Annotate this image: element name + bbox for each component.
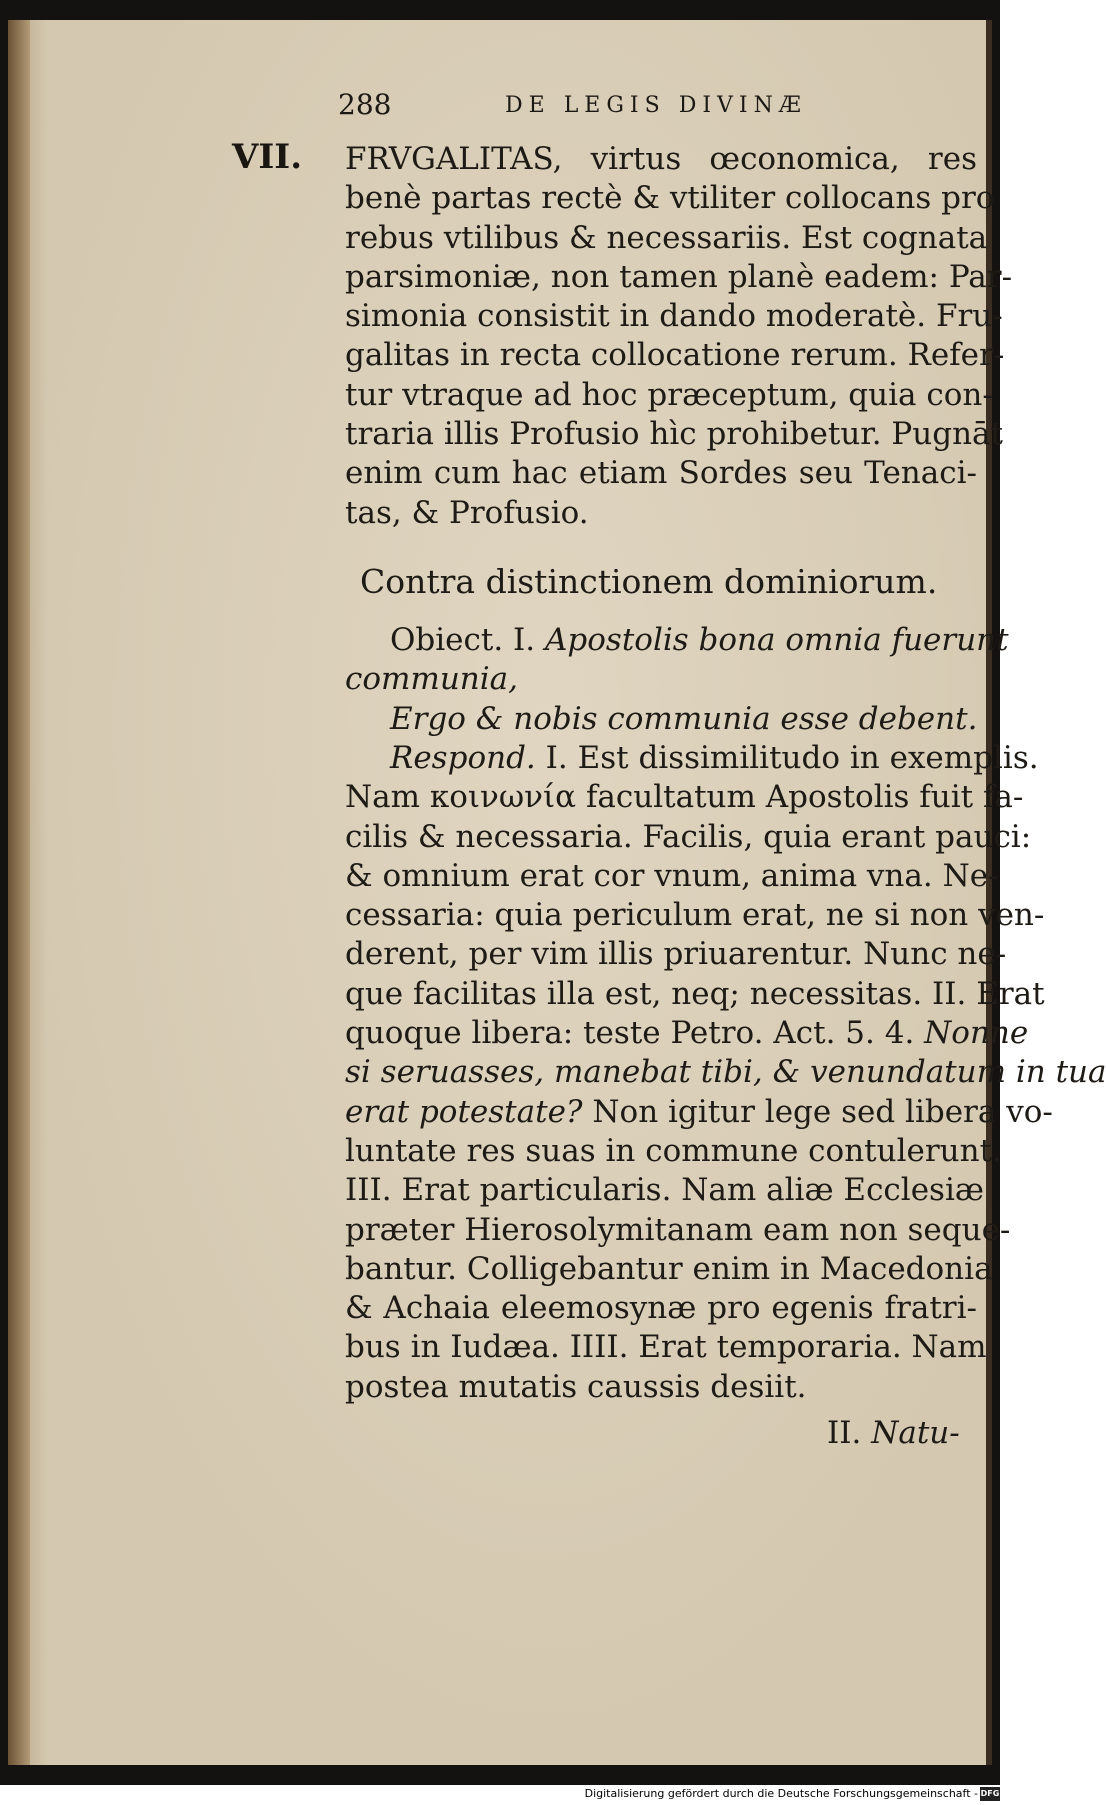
text-line: traria illis Profusio hìc prohibetur. Pugnāt	[345, 416, 1003, 453]
response-line: præter Hierosolymitanam eam non seque-	[345, 1211, 1011, 1248]
response-line: & Achaia eleemosynæ pro egenis fratri-	[345, 1290, 977, 1327]
response-line	[345, 1093, 1053, 1132]
catchword-roman: II.	[827, 1415, 862, 1451]
response-text: quoque libera: teste Petro. Act. 5. 4.	[345, 1015, 915, 1052]
response-line: derent, per vim illis priuarentur. Nunc ne-	[345, 936, 1007, 973]
section-heading: Contra distinctionem dominiorum.	[360, 562, 938, 601]
text-line: rebus vtilibus & necessariis. Est cognata	[345, 219, 988, 256]
catchword-italic: Natu-	[871, 1415, 960, 1451]
running-title: DE LEGIS DIVINÆ	[505, 93, 807, 118]
response-line: cessaria: quia periculum erat, ne si non ven-	[345, 897, 1045, 934]
response-line: bantur. Colligebantur enim in Macedonia	[345, 1250, 993, 1287]
quote-end: erat potestate?	[345, 1093, 583, 1130]
objection-text: Apostolis bona omnia fuerunt	[545, 622, 1009, 658]
text-line: enim cum hac etiam Sordes seu Tenaci-	[345, 455, 977, 492]
paragraph-frugalitas	[345, 140, 1013, 533]
page-gutter	[8, 20, 30, 1765]
objection-block	[345, 621, 1009, 739]
text-line: FRVGALITAS, virtus œconomica, res	[345, 141, 977, 177]
response-line: luntate res suas in commune contulerunt.	[345, 1132, 1002, 1169]
text-line: simonia consistit in dando moderatè. Fru-	[345, 298, 1003, 335]
digitization-footer	[0, 1785, 1000, 1805]
catchword	[827, 1415, 960, 1451]
response-line	[345, 739, 1039, 778]
response-line: cilis & necessaria. Facilis, quia erant pauci:	[345, 818, 1032, 855]
objection-label: Obiect. I.	[390, 622, 536, 658]
response-line: Nam κοινωνία facultatum Apostolis fuit fa-	[345, 779, 1024, 816]
response-line: bus in Iudæa. IIII. Erat temporaria. Nam	[345, 1329, 987, 1366]
dfg-logo: DFG	[980, 1787, 1000, 1801]
response-text: I. Est dissimilitudo in exemplis.	[545, 740, 1039, 776]
quote-start: Nonne	[924, 1015, 1029, 1052]
running-header	[0, 88, 1000, 128]
text-line: tur vtraque ad hoc præceptum, quia con-	[345, 376, 993, 413]
response-line: & omnium erat cor vnum, anima vna. Ne-	[345, 857, 999, 894]
objection-line: communia,	[345, 661, 518, 698]
page-number: 288	[338, 88, 392, 121]
text-line: parsimoniæ, non tamen planè eadem: Par-	[345, 258, 1013, 295]
footer-credit: Digitalisierung gefördert durch die Deutsche Forschungsgemeinschaft -	[584, 1787, 978, 1800]
response-block	[345, 739, 1106, 1407]
response-line: III. Erat particularis. Nam aliæ Ecclesiæ	[345, 1172, 985, 1209]
text-line: tas, & Profusio.	[345, 494, 589, 531]
text-line: benè partas rectè & vtiliter collocans pro	[345, 180, 995, 217]
objection-line	[345, 621, 1009, 660]
section-number: VII.	[232, 137, 303, 177]
response-line: postea mutatis caussis desiit.	[345, 1368, 807, 1405]
objection-conclusion: Ergo & nobis communia esse debent.	[390, 700, 978, 737]
response-text: Non igitur lege sed libera vo-	[592, 1093, 1053, 1130]
response-line	[345, 1014, 1029, 1053]
response-label: Respond.	[390, 740, 536, 776]
text-line: galitas in recta collocatione rerum. Refer-	[345, 337, 1005, 374]
quote-line: si seruasses, manebat tibi, & venundatum in tua	[345, 1054, 1106, 1091]
response-line: que facilitas illa est, neq; necessitas. II. Erat	[345, 975, 1045, 1012]
